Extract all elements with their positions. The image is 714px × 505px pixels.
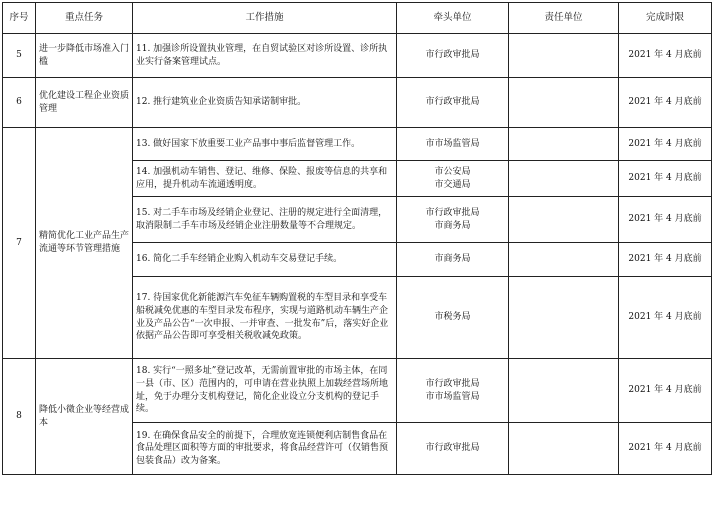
deadline-cell: 2021 年 4 月底前 xyxy=(619,78,712,128)
header-lead: 牵头单位 xyxy=(397,3,509,34)
lead-unit: 市行政审批局 xyxy=(425,50,480,61)
measure-cell: 16. 简化二手车经销企业购入机动车交易登记手续。 xyxy=(133,243,397,277)
lead-unit: 市商务局 xyxy=(434,220,471,231)
measure-cell: 13. 做好国家下放重要工业产品事中事后监督管理工作。 xyxy=(133,128,397,161)
lead-cell xyxy=(397,359,509,423)
lead-unit: 市行政审批局 xyxy=(425,443,480,454)
table-row xyxy=(3,359,712,423)
responsible-cell xyxy=(509,423,619,475)
lead-unit: 市行政审批局 xyxy=(425,378,480,389)
lead-unit: 市市场监管局 xyxy=(425,138,480,149)
lead-unit: 市商务局 xyxy=(434,254,471,265)
lead-cell xyxy=(397,161,509,197)
task-cell: 降低小微企业等经营成本 xyxy=(36,359,133,475)
task-cell: 进一步降低市场准入门槛 xyxy=(36,34,133,78)
header-task: 重点任务 xyxy=(36,3,133,34)
responsible-cell xyxy=(509,277,619,359)
lead-cell xyxy=(397,423,509,475)
lead-unit: 市行政审批局 xyxy=(425,207,480,218)
lead-unit: 市行政审批局 xyxy=(425,97,480,108)
table-row xyxy=(3,78,712,128)
deadline-cell: 2021 年 4 月底前 xyxy=(619,161,712,197)
measure-cell: 14. 加强机动车销售、登记、维修、保险、报废等信息的共享和应用，提升机动车流通透明度。 xyxy=(133,161,397,197)
measure-cell: 11. 加强诊所设置执业管理，在自贸试验区对诊所设置、诊所执业实行备案管理试点。 xyxy=(133,34,397,78)
lead-unit: 市市场监管局 xyxy=(425,391,480,402)
measures-table xyxy=(2,2,712,475)
lead-unit: 市交通局 xyxy=(434,179,471,190)
responsible-cell xyxy=(509,128,619,161)
lead-cell xyxy=(397,128,509,161)
header-row xyxy=(3,3,712,34)
table-row xyxy=(3,34,712,78)
deadline-cell: 2021 年 4 月底前 xyxy=(619,277,712,359)
header-seq: 序号 xyxy=(3,3,36,34)
seq-cell: 7 xyxy=(3,128,36,359)
seq-cell: 6 xyxy=(3,78,36,128)
measure-cell: 15. 对二手车市场及经销企业登记、注册的规定进行全面清理，取消限制二手车市场及经销企业注册数量等不合理规定。 xyxy=(133,197,397,243)
responsible-cell xyxy=(509,34,619,78)
deadline-cell: 2021 年 4 月底前 xyxy=(619,243,712,277)
task-cell: 优化建设工程企业资质管理 xyxy=(36,78,133,128)
lead-cell xyxy=(397,243,509,277)
lead-unit: 市税务局 xyxy=(434,312,471,323)
responsible-cell xyxy=(509,78,619,128)
seq-cell: 5 xyxy=(3,34,36,78)
deadline-cell: 2021 年 4 月底前 xyxy=(619,128,712,161)
lead-unit: 市公安局 xyxy=(434,166,471,177)
header-deadline: 完成时限 xyxy=(619,3,712,34)
responsible-cell xyxy=(509,359,619,423)
lead-cell xyxy=(397,197,509,243)
responsible-cell xyxy=(509,243,619,277)
measure-cell: 19. 在确保食品安全的前提下，合理放宽连锁便利店制售食品在食品处理区面积等方面的审批要求，将食品经营许可（仅销售预包装食品）改为备案。 xyxy=(133,423,397,475)
lead-cell xyxy=(397,34,509,78)
seq-cell: 8 xyxy=(3,359,36,475)
lead-cell xyxy=(397,78,509,128)
lead-cell xyxy=(397,277,509,359)
responsible-cell xyxy=(509,161,619,197)
deadline-cell: 2021 年 4 月底前 xyxy=(619,423,712,475)
measure-cell: 17. 待国家优化新能源汽车免征车辆购置税的车型目录和享受车船税减免优惠的车型目录发布程序，实现与道路机动车辆生产企业及产品公告“一次申报、一并审查、一批发布”后，落实好企业依据产品公告即可享受相关税收减免政策。 xyxy=(133,277,397,359)
deadline-cell: 2021 年 4 月底前 xyxy=(619,34,712,78)
table-row xyxy=(3,128,712,161)
task-cell: 精简优化工业产品生产流通等环节管理措施 xyxy=(36,128,133,359)
header-responsible: 责任单位 xyxy=(509,3,619,34)
deadline-cell: 2021 年 4 月底前 xyxy=(619,359,712,423)
responsible-cell xyxy=(509,197,619,243)
deadline-cell: 2021 年 4 月底前 xyxy=(619,197,712,243)
measure-cell: 12. 推行建筑业企业资质告知承诺制审批。 xyxy=(133,78,397,128)
measure-cell: 18. 实行“一照多址”登记改革，无需前置审批的市场主体，在同一县（市、区）范围内的，可申请在营业执照上加载经营场所地址，免于办理分支机构登记，简化企业设立分支机构的登记手续。 xyxy=(133,359,397,423)
header-measure: 工作措施 xyxy=(133,3,397,34)
